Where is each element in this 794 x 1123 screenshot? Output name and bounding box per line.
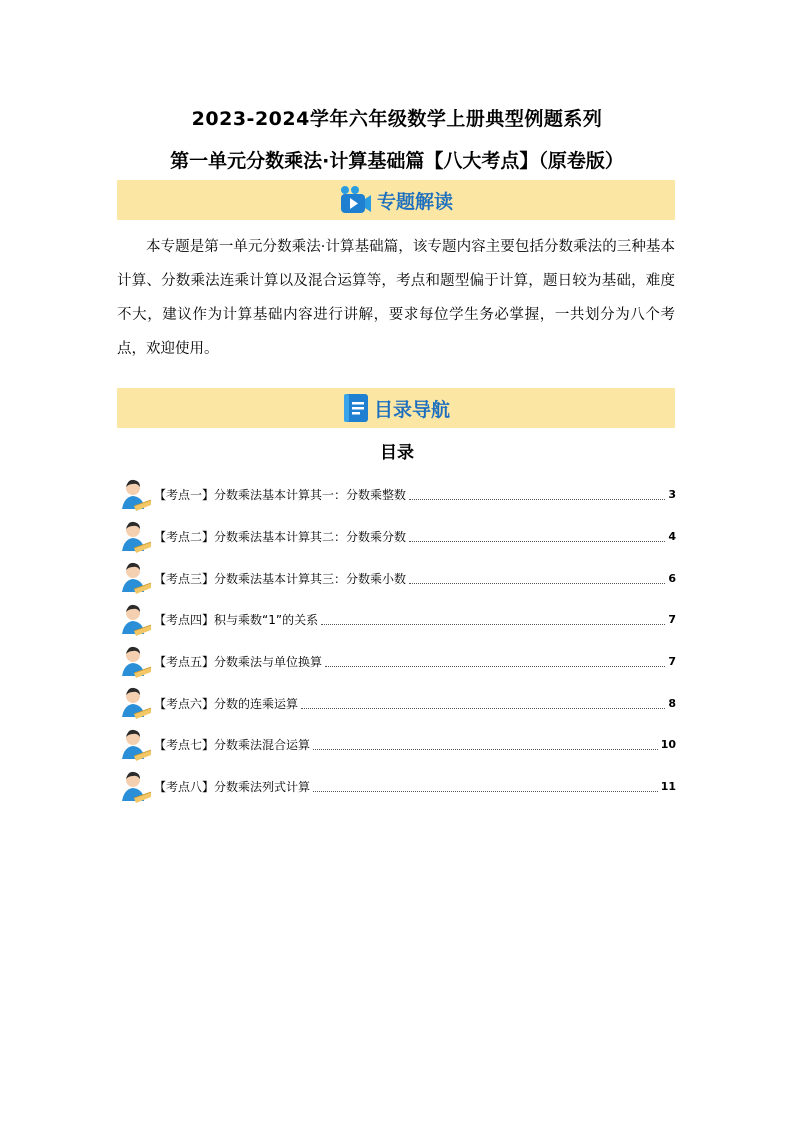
toc-leader xyxy=(313,749,658,750)
table-of-contents xyxy=(120,474,676,808)
toc-page-number: 6 xyxy=(668,571,676,585)
toc-heading: 目录 xyxy=(380,443,414,463)
toc-leader xyxy=(321,624,665,625)
toc-page-number: 7 xyxy=(668,613,676,627)
toc-item[interactable] xyxy=(120,474,676,516)
intro-paragraph: 本专题是第一单元分数乘法·计算基础篇，该专题内容主要包括分数乘法的三种基本计算、分数乘法连乘计算以及混合运算等，考点和题型偏于计算，题日较为基础，难度不大，建议作为计算基础内容进行讲解，要求每位学生务必掌握，一共划分为八个考点，欢迎使用。 xyxy=(117,239,675,357)
video-play-icon xyxy=(339,185,373,215)
toc-leader xyxy=(409,541,665,542)
toc-item[interactable] xyxy=(120,599,676,641)
toc-item-label: 【考点三】分数乘法基本计算其三：分数乘小数 xyxy=(154,571,407,586)
toc-page-number: 11 xyxy=(660,780,676,794)
toc-item-label: 【考点八】分数乘法列式计算 xyxy=(154,780,311,795)
student-reading-icon xyxy=(120,478,152,512)
toc-item[interactable] xyxy=(120,557,676,599)
book-icon xyxy=(342,392,370,424)
toc-item-label: 【考点四】积与乘数“1”的关系 xyxy=(154,613,319,628)
toc-page-number: 4 xyxy=(668,530,676,544)
toc-leader xyxy=(313,791,658,792)
toc-page-number: 10 xyxy=(660,738,676,752)
student-reading-icon xyxy=(120,561,152,595)
toc-item-label: 【考点二】分数乘法基本计算其二：分数乘分数 xyxy=(154,530,407,545)
toc-item-label: 【考点五】分数乘法与单位换算 xyxy=(154,655,323,670)
toc-item[interactable] xyxy=(120,766,676,808)
section-banner-intro xyxy=(117,180,675,220)
student-reading-icon xyxy=(120,770,152,804)
student-reading-icon xyxy=(120,645,152,679)
student-reading-icon xyxy=(120,686,152,720)
toc-leader xyxy=(409,583,665,584)
toc-leader xyxy=(301,708,665,709)
document-title: 2023-2024学年六年级数学上册典型例题系列 xyxy=(191,108,603,130)
toc-item-label: 【考点一】分数乘法基本计算其一：分数乘整数 xyxy=(154,488,407,503)
toc-item[interactable] xyxy=(120,641,676,683)
student-reading-icon xyxy=(120,520,152,554)
toc-page-number: 7 xyxy=(668,655,676,669)
toc-item[interactable] xyxy=(120,516,676,558)
toc-item-label: 【考点六】分数的连乘运算 xyxy=(154,696,299,711)
banner-label-intro: 专题解读 xyxy=(376,190,453,213)
toc-page-number: 3 xyxy=(668,488,676,502)
toc-item-label: 【考点七】分数乘法混合运算 xyxy=(154,738,311,753)
section-banner-toc xyxy=(117,388,675,428)
document-subtitle: 第一单元分数乘法·计算基础篇【八大考点】（原卷版） xyxy=(170,150,624,172)
banner-label-toc: 目录导航 xyxy=(373,398,450,421)
toc-page-number: 8 xyxy=(668,696,676,710)
toc-leader xyxy=(325,666,665,667)
student-reading-icon xyxy=(120,603,152,637)
student-reading-icon xyxy=(120,728,152,762)
toc-item[interactable] xyxy=(120,682,676,724)
toc-item[interactable] xyxy=(120,724,676,766)
toc-leader xyxy=(409,499,665,500)
